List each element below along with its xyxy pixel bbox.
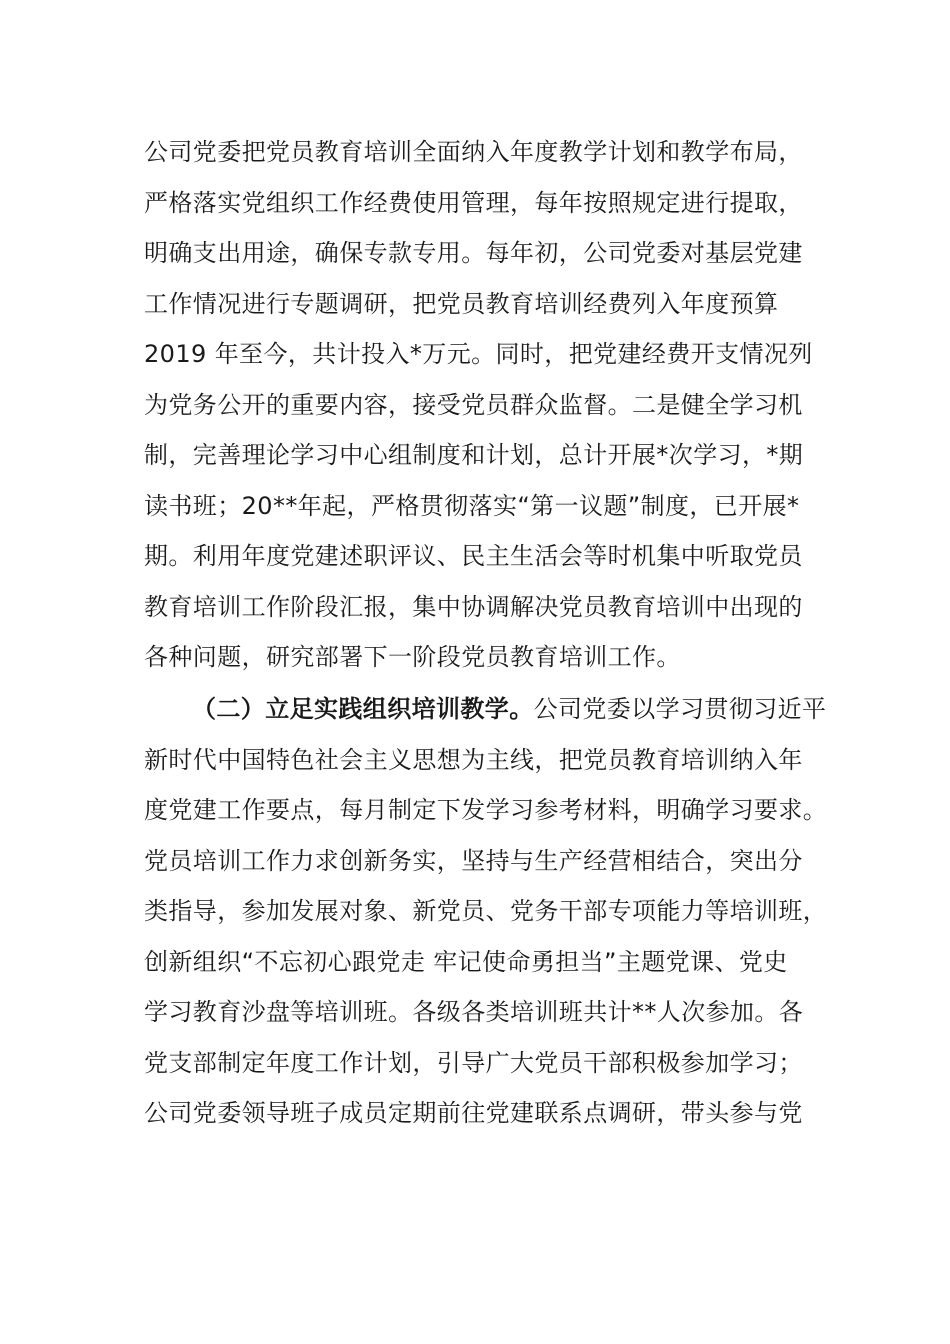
text-line: 创新组织“不忘初心跟党走 牢记使命勇担当”主题党课、党史 — [144, 947, 788, 976]
section-heading: （二）立足实践组织培训教学。 — [192, 695, 534, 723]
text-line-first — [144, 684, 827, 735]
text-line: 读书班；20**年起，严格贯彻落实“第一议题”制度，已开展* — [144, 491, 800, 520]
text-line: 公司党委把党员教育培训全面纳入年度教学计划和教学布局， — [144, 138, 803, 166]
paragraph-funding — [144, 127, 824, 683]
text-line: 期。利用年度党建述职评议、民主生活会等时机集中听取党员 — [144, 542, 803, 570]
text-line: 2019 年至今，共计投入*万元。同时，把党建经费开支情况列 — [144, 340, 813, 368]
text-line: 教育培训工作阶段汇报，集中协调解决党员教育培训中出现的 — [144, 592, 803, 621]
text-line: 制，完善理论学习中心组制度和计划，总计开展*次学习，*期 — [144, 441, 804, 469]
text-line: 工作情况进行专题调研，把党员教育培训经费列入年度预算 — [144, 289, 779, 318]
text-line: 度党建工作要点，每月制定下发学习参考材料，明确学习要求。 — [144, 796, 828, 824]
text-line: 明确支出用途，确保专款专用。每年初，公司党委对基层党建 — [144, 239, 803, 267]
text-line: 学习教育沙盘等培训班。各级各类培训班共计**人次参加。各 — [144, 998, 804, 1026]
text-line: 严格落实党组织工作经费使用管理，每年按照规定进行提取， — [144, 188, 803, 217]
text-line: 新时代中国特色社会主义思想为主线，把党员教育培训纳入年 — [144, 745, 803, 774]
paragraph-training — [144, 684, 828, 1139]
text-line: 公司党委领导班子成员定期前往党建联系点调研，带头参与党 — [144, 1099, 803, 1127]
text-line: 党员培训工作力求创新务实，坚持与生产经营相结合，突出分 — [144, 846, 803, 875]
text-line: 各种问题，研究部署下一阶段党员教育培训工作。 — [144, 643, 681, 671]
text-line: 类指导，参加发展对象、新党员、党务干部专项能力等培训班， — [144, 897, 828, 925]
text-line: 为党务公开的重要内容，接受党员群众监督。二是健全学习机 — [144, 390, 803, 419]
text-run: 公司党委以学习贯彻习近平 — [533, 695, 827, 723]
text-line: 党支部制定年度工作计划，引导广大党员干部积极参加学习； — [144, 1048, 803, 1077]
